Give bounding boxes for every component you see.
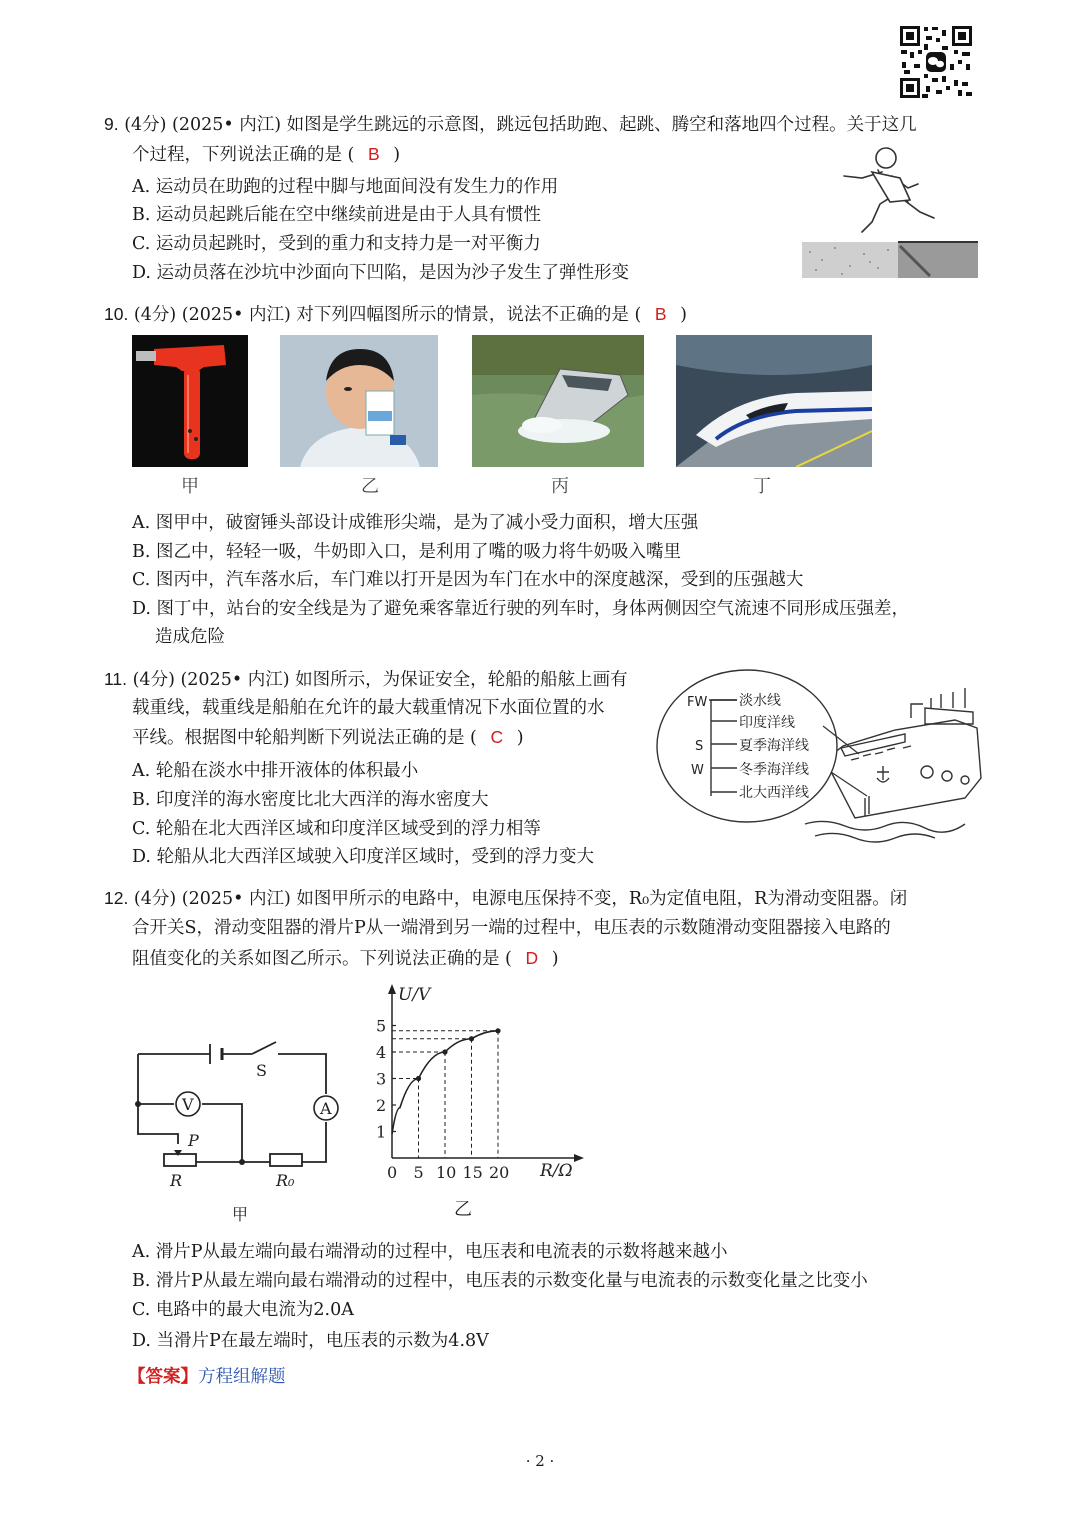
q12-option-c: C. 电路中的最大电流为2.0A — [132, 1300, 354, 1320]
q11-number: 11. — [104, 669, 128, 689]
q11-option-a: A. 轮船在淡水中排开液体的体积最小 — [132, 761, 419, 781]
q12-option-b: B. 滑片P从最左端向最右端滑动的过程中，电压表的示数变化量与电流表的示数变化量之比变小 — [132, 1271, 868, 1291]
caption-yi: 乙 — [361, 476, 379, 497]
q9-line2: 个过程，下列说法正确的是 ( B ) — [132, 144, 401, 165]
q9-answer: B — [367, 144, 380, 164]
photo-car-in-water — [472, 335, 644, 467]
q10-option-b: B. 图乙中，轻轻一吸，牛奶即入口，是利用了嘴的吸力将牛奶吸入嘴里 — [132, 542, 681, 562]
mark-fw: FW — [687, 695, 708, 710]
q10-answer: B — [654, 304, 667, 324]
q12-option-a: A. 滑片P从最左端向最右端滑动的过程中，电压表和电流表的示数将越来越小 — [132, 1242, 728, 1262]
caption-bing: 丙 — [551, 476, 569, 497]
mark-s: S — [695, 739, 704, 754]
resistor-label: R₀ — [276, 1171, 295, 1190]
uv-chart-svg — [364, 978, 590, 1228]
label-winter-sea-line: 冬季海洋线 — [739, 762, 809, 778]
y-tick-label: 5 — [376, 1016, 387, 1036]
q9-stem-1: (4分) (2025• 内江) 如图是学生跳远的示意图，跳远包括助跑、起跳、腾空和落地四个过程。关于这几 — [124, 115, 917, 135]
y-tick-label: 3 — [376, 1069, 387, 1089]
q12-line2: 合开关S，滑动变阻器的滑片P从一端滑到另一端的过程中，电压表的示数随滑动变阻器接入电路的 — [132, 918, 891, 938]
mark-w: W — [691, 763, 704, 778]
q10-option-d: D. 图丁中，站台的安全线是为了避免乘客靠近行驶的列车时，身体两侧因空气流速不同形成压强差， — [132, 599, 910, 619]
circuit-caption: 甲 — [232, 1205, 249, 1224]
caption-ding: 丁 — [753, 476, 771, 497]
chart-ylabel: U/V — [398, 985, 431, 1005]
q12-option-d: D. 当滑片P在最左端时，电压表的示数为4.8V — [132, 1331, 489, 1351]
data-point — [416, 1076, 421, 1081]
qr-code — [898, 24, 974, 100]
chart-caption: 乙 — [454, 1199, 472, 1220]
q10-line1: 10. (4分) (2025• 内江) 对下列四幅图所示的情景，说法不正确的是 ( B ) — [104, 304, 687, 325]
answer-method: 方程组解题 — [198, 1367, 286, 1387]
slider-label: P — [188, 1131, 199, 1150]
q9-option-c: C. 运动员起跳时，受到的重力和支持力是一对平衡力 — [132, 234, 541, 254]
q11-line1: 11. (4分) (2025• 内江) 如图所示，为保证安全，轮船的船舷上画有 — [104, 669, 628, 690]
load-line-diagram — [655, 668, 985, 846]
y-tick-label: 1 — [376, 1122, 387, 1142]
q10-option-d-cont: 造成危险 — [155, 627, 225, 647]
rheostat-label: R — [170, 1171, 183, 1190]
voltage-resistance-chart — [364, 978, 590, 1228]
switch-label: S — [256, 1061, 267, 1080]
data-point — [469, 1036, 474, 1041]
q11-line2: 载重线，载重线是船舶在允许的最大载重情况下水面位置的水 — [132, 698, 605, 718]
q9-line1 — [104, 112, 917, 137]
x-tick-label: 10 — [436, 1163, 457, 1182]
label-fresh-water-line: 淡水线 — [739, 693, 781, 709]
x-tick-label: 15 — [462, 1163, 483, 1182]
x-tick-label: 20 — [489, 1163, 510, 1182]
q9-option-d: D. 运动员落在沙坑中沙面向下凹陷，是因为沙子发生了弹性形变 — [132, 263, 630, 283]
q11-option-d: D. 轮船从北大西洋区域驶入印度洋区域时，受到的浮力变大 — [132, 847, 595, 867]
chart-xlabel: R/Ω — [540, 1161, 573, 1181]
long-jump-illustration — [800, 142, 980, 282]
q12-number: 12. — [104, 888, 129, 908]
q9-number: 9. — [104, 114, 119, 134]
q12-line3: 阻值变化的关系如图乙所示。下列说法正确的是 ( D ) — [132, 948, 559, 969]
answer-tag: 【答案】 — [128, 1366, 198, 1386]
label-indian-ocean-line: 印度洋线 — [739, 715, 795, 731]
data-point — [495, 1028, 500, 1033]
ammeter-label: A — [320, 1099, 332, 1118]
q9-option-b: B. 运动员起跳后能在空中继续前进是由于人具有惯性 — [132, 205, 541, 225]
q11-line3: 平线。根据图中轮船判断下列说法正确的是 ( C ) — [132, 727, 524, 748]
photo-boy-milk — [280, 335, 438, 467]
label-north-atlantic-line: 北大西洋线 — [739, 785, 809, 801]
photo-safety-hammer — [132, 335, 248, 467]
q10-option-a: A. 图甲中，破窗锤头部设计成锥形尖端，是为了减小受力面积，增大压强 — [132, 513, 699, 533]
x-tick-label: 5 — [413, 1163, 424, 1182]
q11-option-b: B. 印度洋的海水密度比北大西洋的海水密度大 — [132, 790, 489, 810]
caption-jia: 甲 — [181, 476, 199, 497]
x-tick-label: 0 — [387, 1163, 398, 1182]
q12-answer: D — [525, 948, 539, 968]
label-summer-sea-line: 夏季海洋线 — [739, 738, 809, 754]
y-tick-label: 2 — [376, 1096, 387, 1115]
data-point — [442, 1049, 447, 1054]
answer-note — [128, 1364, 286, 1389]
q12-line1: 12. (4分) (2025• 内江) 如图甲所示的电路中，电源电压保持不变，R₀为定值电阻，R为滑动变阻器。闭 — [104, 888, 908, 909]
voltmeter-label: V — [182, 1095, 194, 1114]
q10-number: 10. — [104, 304, 129, 324]
q11-option-c: C. 轮船在北大西洋区域和印度洋区域受到的浮力相等 — [132, 819, 541, 839]
q10-option-c: C. 图丙中，汽车落水后，车门难以打开是因为车门在水中的深度越深，受到的压强越大 — [132, 570, 804, 590]
y-tick-label: 4 — [376, 1043, 387, 1062]
circuit-diagram — [130, 1030, 356, 1226]
page-number: · 2 · — [525, 1452, 555, 1470]
photo-high-speed-train — [676, 335, 872, 467]
q11-answer: C — [490, 727, 504, 747]
q9-option-a: A. 运动员在助跑的过程中脚与地面间没有发生力的作用 — [132, 177, 559, 197]
